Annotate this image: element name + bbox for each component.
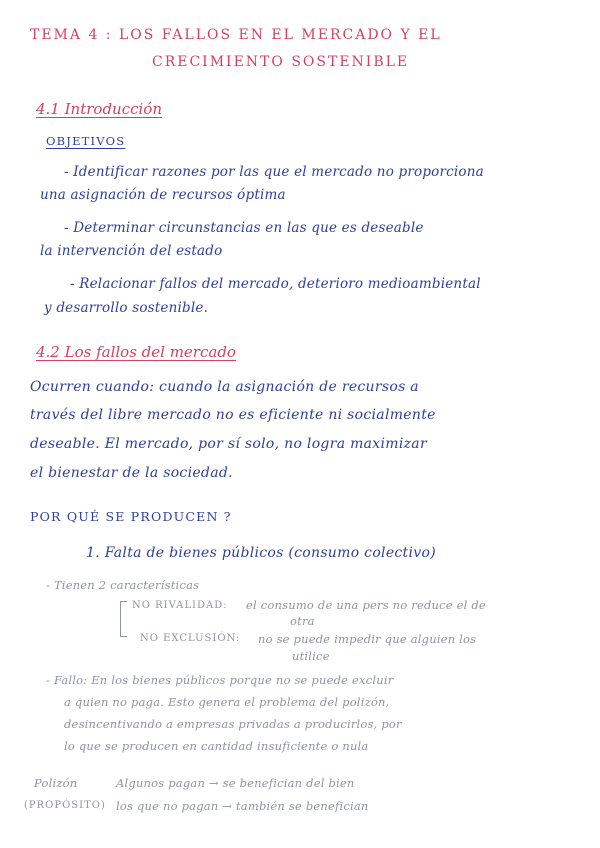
fallo-line-2: a quien no paga. Esto genera el problema del polizón, — [64, 695, 390, 709]
objective-1-line-2: una asignación de recursos óptima — [40, 187, 286, 203]
objective-3-line-1: - Relacionar fallos del mercado, deterioro medioambiental — [70, 276, 481, 292]
definition-line-4: el bienestar de la sociedad. — [30, 465, 233, 481]
definition-line-3: deseable. El mercado, por sí solo, no logra maximizar — [30, 436, 427, 452]
no-rivalidad-continuation: otra — [290, 614, 315, 628]
fallo-line-3: desincentivando a empresas privadas a producirlos, por — [64, 717, 402, 731]
characteristics-bracket — [120, 601, 121, 637]
cause-item-1: 1. Falta de bienes públicos (consumo colectivo) — [86, 545, 436, 561]
polizon-label: Polizón — [34, 776, 78, 790]
no-rivalidad-text: el consumo de una pers no reduce el de — [246, 598, 486, 612]
no-exclusion-text: no se puede impedir que alguien los — [258, 632, 477, 646]
no-exclusion-continuation: utilice — [292, 649, 330, 663]
why-question: POR QUÉ SE PRODUCEN ? — [30, 509, 232, 524]
section-heading-4-2: 4.2 Los fallos del mercado — [36, 343, 236, 361]
section-heading-4-1: 4.1 Introducción — [36, 100, 162, 118]
fallo-line-1: - Fallo: En los bienes públicos porque no se puede excluir — [46, 673, 394, 687]
no-exclusion-label: NO EXCLUSIÓN: — [140, 633, 241, 644]
objective-2-line-2: la intervención del estado — [40, 243, 223, 259]
polizon-line-2: los que no pagan → también se benefician — [116, 799, 369, 813]
page-title-line-2: CRECIMIENTO SOSTENIBLE — [152, 54, 410, 70]
no-rivalidad-label: NO RIVALIDAD: — [132, 600, 228, 611]
page-title-line-1: TEMA 4 : LOS FALLOS EN EL MERCADO Y EL — [30, 27, 442, 43]
objective-2-line-1: - Determinar circunstancias en las que es deseable — [64, 220, 424, 236]
proposito-label: (PROPÓSITO) — [24, 800, 106, 811]
objective-3-line-2: y desarrollo sostenible. — [44, 300, 209, 316]
definition-line-1: Ocurren cuando: cuando la asignación de recursos a — [30, 379, 419, 395]
objetivos-label: OBJETIVOS — [46, 134, 126, 148]
fallo-line-4: lo que se producen en cantidad insuficiente o nula — [64, 739, 369, 753]
polizon-line-1: Algunos pagan → se benefician del bien — [116, 776, 355, 790]
definition-line-2: través del libre mercado no es eficiente ni socialmente — [30, 407, 436, 423]
characteristics-note: - Tienen 2 características — [46, 578, 200, 592]
objective-1-line-1: - Identificar razones por las que el mercado no proporciona — [64, 164, 484, 180]
